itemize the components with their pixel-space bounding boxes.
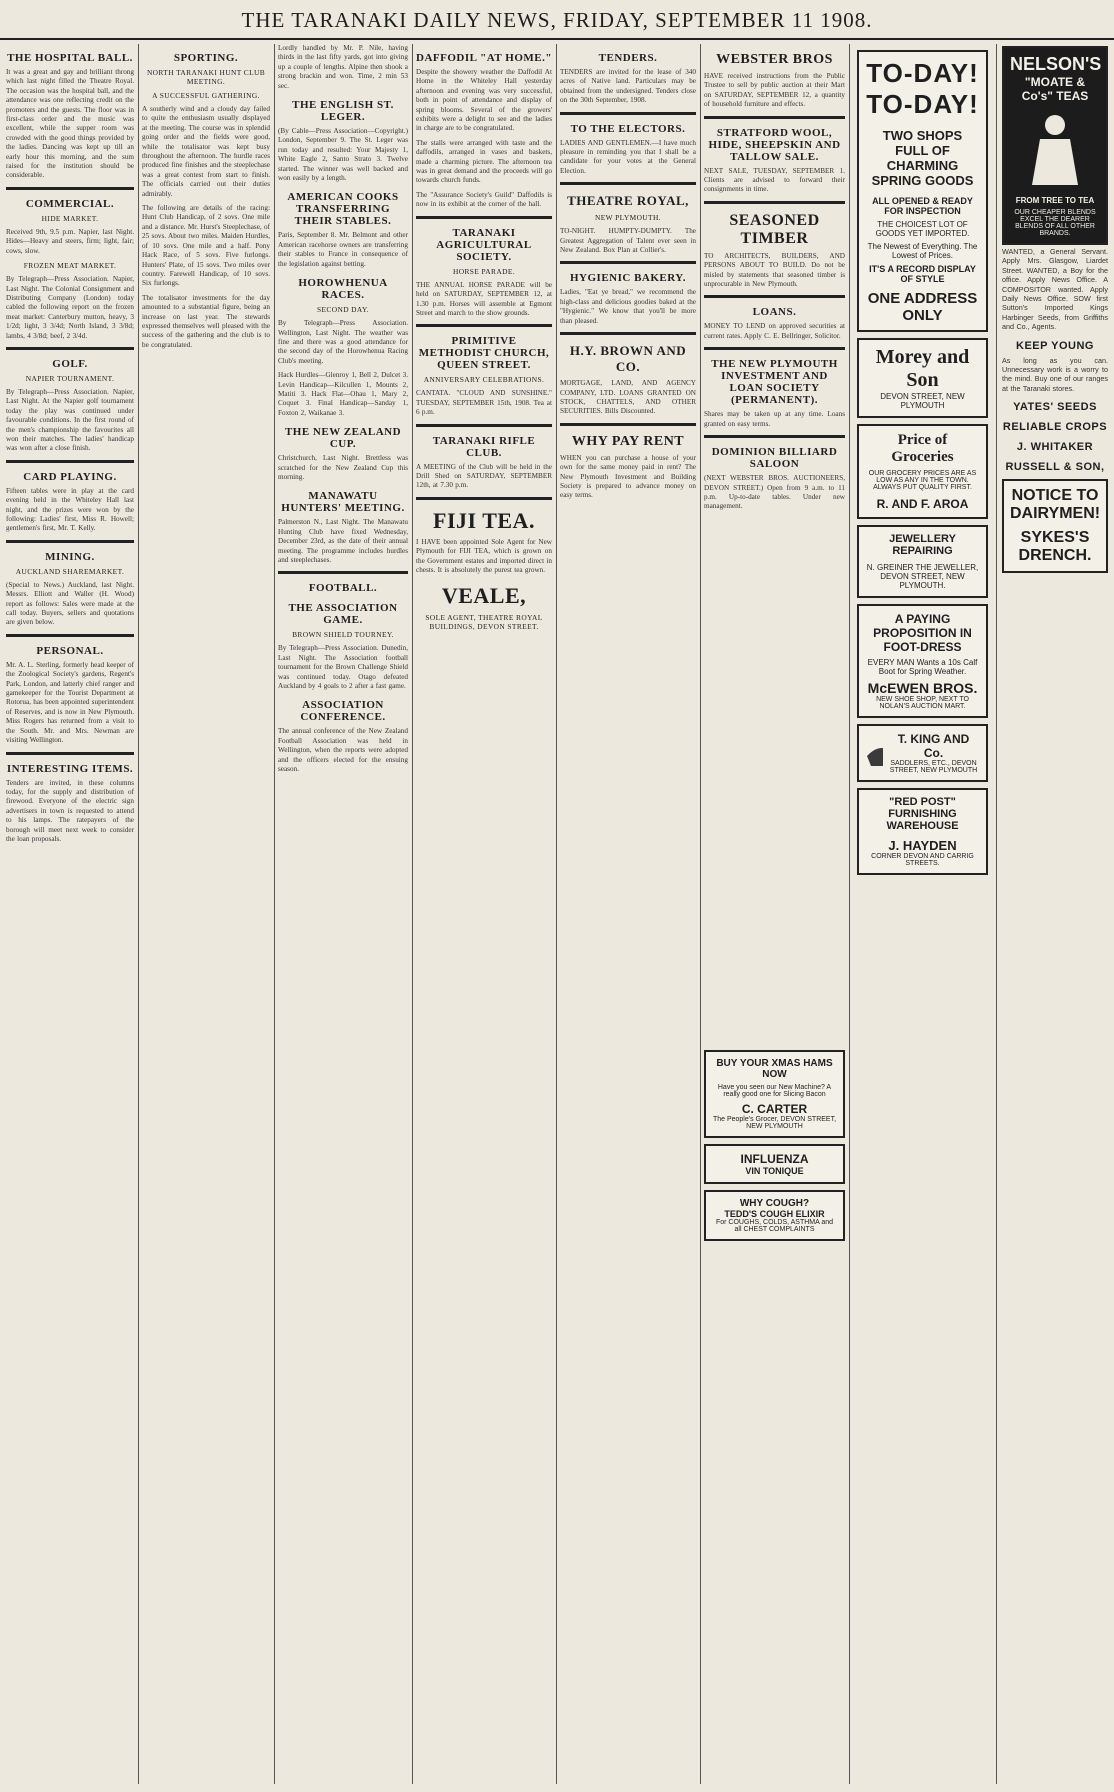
ad-box [857, 338, 988, 418]
article-text: WHEN you can purchase a house of your own for the same money paid in rent? The New Plymouth Investment and Building Society is prepared to advance money on easy terms. [560, 453, 696, 500]
headline: WHY PAY RENT [571, 433, 685, 449]
ad-box [704, 1190, 845, 1241]
headline: VEALE, [441, 583, 527, 609]
classified-text: As long as you can. Unnecessary work is a worry to the mind. Buy one of our ranges at the Taranaki stores. [1002, 355, 1108, 393]
ad-text: The Newest of Everything. The Lowest of Prices. [867, 242, 978, 260]
headline: GOLF. [52, 357, 88, 370]
headline: TARANAKI RIFLE CLUB. [432, 434, 536, 459]
article-text: THE ANNUAL HORSE PARADE will be held on SATURDAY, SEPTEMBER 12, at 1.30 p.m. Horses will assemble at Egmont Street and march to the show grounds. [416, 280, 552, 317]
article-text: Fifteen tables were in play at the card evening held in the Whiteley Hall last night, and the prizes were won by the following: Ladies' first, Miss R. Howell; gentlemen's first, Mr. T. Kelly. [6, 486, 134, 533]
ad-headline: NOTICE TO DAIRYMEN! [1010, 487, 1101, 523]
article-text: Lordly handled by Mr. P. Nile, having thirds in the last fifty yards, got into giving up a couple of lengths. Alpine then shook a strong brackin and won. Time, 2 min 53 sec. [278, 44, 408, 90]
column-rule [996, 44, 997, 1784]
headline: RELIABLE CROPS [1002, 421, 1108, 434]
headline: H.Y. BROWN AND CO. [569, 343, 687, 375]
article-text: The following are details of the racing: Hunt Club Handicap, of 2 sovs. One mile and a distance. Mr. Hurst's Steeplechase, of 25 sovs. About two miles. Maiden Hurdles, of 10 sovs. One mile and a half. Pony Hack Race, of 5 sovs. Five furlongs. Hunters' Plate, of 15 sovs. Two miles over country. Farewell Handicap, of 10 sovs. Six furlongs. [142, 204, 270, 288]
article-text: HAVE received instructions from the Public Trustee to sell by public auction at their Mart on SATURDAY, SEPTEMBER 12, a quantity of household furniture and effects. [704, 72, 845, 109]
headline: TENDERS. [598, 52, 658, 64]
saddle-icon [865, 736, 883, 770]
subhead: HORSE PARADE. [452, 266, 515, 276]
article-text: Paris, September 8. Mr. Belmont and other American racehorse owners are transferring their stables to France in consequence of the legislation against betting. [278, 231, 408, 268]
headline: THE NEW PLYMOUTH INVESTMENT AND LOAN SOCIETY (PERMANENT). [711, 358, 838, 407]
headline: HYGIENIC BAKERY. [569, 272, 686, 285]
column-rule [412, 44, 413, 1784]
article-text: I HAVE been appointed Sole Agent for New Plymouth for FIJI TEA, which is grown on the Government estates and imported direct in chests. It is absolutely the purest tea grown. [416, 537, 552, 574]
tea-girl-icon [1020, 107, 1090, 187]
ad-headline: SYKES'S DRENCH. [1018, 529, 1092, 565]
ad-text: SADDLERS, ETC., DEVON STREET, NEW PLYMOUTH [889, 760, 978, 774]
ad-headline: "RED POST" FURNISHING WAREHOUSE [886, 796, 959, 832]
ad-headline: Morey and Son [875, 346, 970, 391]
headline: MINING. [45, 550, 95, 563]
headline: THE ASSOCIATION GAME. [288, 602, 398, 627]
ad-headline: INFLUENZA [740, 1152, 809, 1166]
article-text: Palmerston N., Last Night. The Manawatu Hunting Club have fixed Wednesday, December 23rd, as the date of their annual meeting. The programme includes hurdles and steeplechases. [278, 518, 408, 564]
headline: J. WHITAKER [1016, 441, 1094, 454]
article-text: The "Assurance Society's Guild" Daffodils is now in its exhibit at the corner of the hall. [416, 190, 552, 209]
ad-headline: BUY YOUR XMAS HAMS NOW [716, 1058, 833, 1080]
ad-headline: "MOATE & Co's" TEAS [1021, 75, 1089, 103]
ad-headline: TO-DAY! [866, 89, 979, 119]
ad-text: OUR GROCERY PRICES ARE AS LOW AS ANY IN THE TOWN. ALWAYS PUT QUALITY FIRST. [868, 470, 977, 491]
headline: RUSSELL & SON, [1005, 461, 1105, 474]
ad-text: N. GREINER THE JEWELLER, DEVON STREET, NEW PLYMOUTH. [866, 563, 979, 590]
article-text: By Telegraph—Press Association. Wellington, Last Night. The weather was fine and there was a good attendance for the second day of the Horowhenua Racing Club's meeting. [278, 319, 408, 365]
headline: INTERESTING ITEMS. [6, 762, 134, 775]
headline: LOANS. [752, 306, 797, 319]
headline: MANAWATU HUNTERS' MEETING. [281, 490, 405, 515]
article-text: (By Cable—Press Association—Copyright.) London, September 9. The St. Leger was run today and resulted: Your Majesty 1, White Eagle 2, Santo Strato 3. Twelve started. The winner was well backed and won easily by a length. [278, 127, 408, 183]
headline: DAFFODIL "AT HOME." [416, 52, 552, 64]
ad-text: ALL OPENED & READY FOR INSPECTION [872, 196, 973, 216]
ad-box [1002, 479, 1108, 573]
article-text: NEXT SALE, TUESDAY, SEPTEMBER 1. Clients are advised to forward their consignments in time. [704, 166, 845, 194]
subhead: ANNIVERSARY CELEBRATIONS. [423, 375, 545, 385]
article-text: Shares may be taken up at any time. Loans granted on easy terms. [704, 410, 845, 428]
article-text: Despite the showery weather the Daffodil At Home in the Whiteley Hall yesterday afternoon and evening was very successful, both in point of attendance and display of spring blooms. Several of the growers' exhibits were a delight to see and the ladies in charge are to be congratulated. [416, 68, 552, 133]
ad-box [1002, 46, 1108, 245]
subhead: NORTH TARANAKI HUNT CLUB MEETING. [146, 68, 266, 86]
subhead: AUCKLAND SHAREMARKET. [15, 566, 125, 576]
classified-text: WANTED, a General Servant. Apply Mrs. Glasgow, Liardet Street. WANTED, a Boy for the office. Apply News Office. A COMPOSITOR wanted. Apply Daily News Office. SOW first Sutton's Imported Kings Harbinger Seeds, from Griffiths and Co., Agents. [1002, 247, 1108, 332]
ad-box [857, 788, 988, 875]
ad-text: THE CHOICEST LOT OF GOODS YET IMPORTED. [875, 220, 970, 238]
headline: SEASONED TIMBER [729, 211, 820, 247]
article-text: By Telegraph—Press Association. Napier, Last Night. At the Napier golf tournament today the play was continued under favourable conditions. In the first round of the men's championship the favourites all won their matches. The ladies' handicap was won after a close finish. [6, 387, 134, 453]
ad-text: EVERY MAN Wants a 10s Calf Boot for Spring Weather. [867, 658, 978, 676]
subhead: SOLE AGENT, THEATRE ROYAL BUILDINGS, DEVON STREET. [425, 613, 543, 632]
headline: FOOTBALL. [308, 582, 378, 595]
article-text: A southerly wind and a cloudy day failed to quite the enthusiasm usually displayed at the meeting. The course was in splendid going order and the fields were good, while the totalisator was kept busy throughout the afternoon. The hurdle races produced fine finishes and the steeplechase was a great contest from start to finish. The officials carried out their duties admirably. [142, 105, 270, 198]
subhead: HIDE MARKET. [41, 213, 99, 223]
ad-box [857, 525, 988, 598]
ad-headline: TO-DAY! [866, 58, 979, 88]
headline: ASSOCIATION CONFERENCE. [300, 699, 386, 724]
article-text: MORTGAGE, LAND, AND AGENCY COMPANY, LTD. LOANS GRANTED ON STOCK, CHATTELS, AND OTHER SECURITIES. Bills Discounted. [560, 379, 696, 416]
headline: COMMERCIAL. [25, 197, 115, 210]
ad-box [857, 604, 988, 718]
column-rule [556, 44, 557, 1784]
subhead: NEW PLYMOUTH. [595, 213, 661, 223]
article-text: Received 9th, 9.5 p.m. Napier, last Night. Hides—Heavy and steers, firm; light, fair; cows, slow. [6, 227, 134, 255]
subhead: A SUCCESSFUL GATHERING. [152, 91, 260, 100]
ad-text: R. AND F. AROA [876, 497, 969, 511]
article-text: TO-NIGHT. HUMPTY-DUMPTY. The Greatest Aggregation of Talent ever seen in New Zealand. Box Plan at Collier's. [560, 227, 696, 255]
ad-box [704, 1144, 845, 1184]
headline: THE HOSPITAL BALL. [7, 52, 133, 64]
column-4 [416, 44, 552, 1786]
article-text: Christchurch, Last Night. Brettless was scratched for the New Zealand Cup this morning. [278, 454, 408, 481]
article-text: Mr. A. L. Sterling, formerly head keeper of the Zoological Society's gardens, Regent's Park, London, and latterly chief ranger and gamekeeper for the Tourist Department at Rotorua, has been appointed superintendent of Reserves, and is now in New Plymouth. Miss Rogers has returned from a visit to the South. Mr. and Mrs. Newman are visiting Wellington. [6, 660, 134, 745]
subhead: NAPIER TOURNAMENT. [25, 373, 115, 383]
column-2 [142, 44, 270, 1786]
ad-text: VIN TONIQUE [745, 1166, 804, 1176]
ad-text: C. CARTER [741, 1102, 808, 1116]
ad-headline: Price of Groceries [891, 432, 954, 465]
column-1 [6, 44, 134, 1786]
headline: YATES' SEEDS [1013, 401, 1097, 414]
subhead: BROWN SHIELD TOURNEY. [292, 630, 394, 640]
headline: STRATFORD WOOL, HIDE, SHEEPSKIN AND TALLOW SALE. [708, 126, 841, 163]
ad-box [857, 424, 988, 519]
ad-headline: NELSON'S [1010, 54, 1102, 74]
headline: AMERICAN COOKS TRANSFERRING THEIR STABLES. [287, 191, 399, 228]
headline: WEBSTER BROS [716, 52, 833, 67]
column-3 [278, 44, 408, 1786]
subhead: FROZEN MEAT MARKET. [23, 261, 117, 271]
ad-text: CORNER DEVON AND CARRIG STREETS. [871, 853, 974, 867]
ad-text: McEWEN BROS. [867, 680, 978, 696]
article-text: CANTATA. "CLOUD AND SUNSHINE." TUESDAY, SEPTEMBER 15th, 1908. Tea at 6 p.m. [416, 389, 552, 417]
ad-text: TEDD'S COUGH ELIXIR [724, 1209, 825, 1219]
headline: KEEP YOUNG [1016, 339, 1094, 352]
ad-text: TWO SHOPS FULL OF CHARMING SPRING GOODS [871, 128, 974, 188]
ad-headline: WHY COUGH? [739, 1198, 810, 1209]
headline: TO THE ELECTORS. [570, 122, 686, 135]
ad-text: For COUGHS, COLDS, ASTHMA and all CHEST COMPLAINTS [715, 1219, 834, 1233]
article-text: (NEXT WEBSTER BROS. AUCTIONEERS, DEVON STREET.) Open from 9 a.m. to 11 p.m. Up-to-date tables. Under new management. [704, 474, 845, 511]
column-5 [560, 44, 696, 1786]
ad-headline: A PAYING PROPOSITION IN FOOT-DRESS [873, 612, 972, 654]
column-6-ads [704, 1050, 845, 1310]
article-text: A MEETING of the Club will be held in the Drill Shed on SATURDAY, SEPTEMBER 12th, at 7.30 p.m. [416, 462, 552, 490]
ad-text: DEVON STREET, NEW PLYMOUTH [880, 392, 965, 410]
ad-text: ONE ADDRESS ONLY [867, 290, 978, 324]
column-7 [853, 44, 992, 1786]
masthead: THE TARANAKI DAILY NEWS, FRIDAY, SEPTEMBER 11 1908. [0, 8, 1114, 40]
column-rule [274, 44, 275, 1784]
column-rule [700, 44, 701, 1784]
article-text: The stalls were arranged with taste and the daffodils, arranged in vases and baskets, made a charming picture. The afternoon tea was in great demand and the proceeds will go towards church funds. [416, 138, 552, 185]
headline: THE ENGLISH ST. LEGER. [292, 99, 394, 124]
column-6 [704, 44, 845, 1786]
ad-text: J. HAYDEN [888, 838, 957, 853]
headline: TARANAKI AGRICULTURAL SOCIETY. [436, 226, 532, 263]
article-text: By Telegraph—Press Association. Napier, Last Night. The Colonial Consignment and Distributing Company (London) today cabled the following report on the frozen meat market: Canterbury mutton, heavy, 3 1/2d; light, 3 3/4d; North Island, 3 3/8d; lambs, 4 3/8d; beef, 2 3/4d. [6, 275, 134, 340]
article-text: The annual conference of the New Zealand Football Association was held in Wellington, when the reports were adopted and the officers elected for the ensuing season. [278, 727, 408, 774]
column-rule [849, 44, 850, 1784]
article-text: Ladies, "Eat ye bread," we recommend the high-class and delicious goodies baked at the "Hygienic." We know that you'll be more than pleased. [560, 288, 696, 325]
headline: FIJI TEA. [433, 507, 535, 533]
ad-box [857, 50, 988, 332]
ad-text: IT'S A RECORD DISPLAY OF STYLE [869, 264, 976, 284]
article-text: By Telegraph—Press Association. Dunedin, Last Night. The Association football tournament for the Brown Challenge Shield was continued today. Otago defeated Auckland by 4 goals to 2 after a fast game. [278, 644, 408, 691]
ad-headline: T. KING AND Co. [897, 732, 970, 760]
article-text: TENDERS are invited for the lease of 340 acres of Native land. Particulars may be obtained from the undersigned. Tenders close on the 30th September, 1908. [560, 68, 696, 105]
article-text: (Special to News.) Auckland, last Night. Messrs. Elliott and Waller (H. Wood) report as follows: Sales were made at the call today. Buyers, sellers and quotations are given below. [6, 580, 134, 627]
ad-text: NEW SHOE SHOP, NEXT TO NOLAN'S AUCTION MART. [876, 696, 969, 710]
column-8 [1000, 44, 1110, 1786]
column-rule [138, 44, 139, 1784]
headline: THE NEW ZEALAND CUP. [284, 426, 402, 451]
article-text: It was a great and gay and brilliant throng which last night filled the Theatre Royal. The occasion was the hospital ball, and the attendance was one reflecting credit on the promoters and the guests. The floor was in first-class order and the music was excellent, while the supper room was crowded with the good things provided by the ladies. Dancing was kept up till an early hour this morning, and the sum raised for the institution should be considerable. [6, 68, 134, 180]
article-text: The totalisator investments for the day amounted to a substantial figure, being an increase on last year. The stewards expressed themselves well pleased with the success of the gathering and the club is to be congratulated. [142, 293, 270, 349]
article-text: LADIES AND GENTLEMEN.—I have much pleasure in reminding you that I shall be a candidate for your votes at the General Election. [560, 138, 696, 175]
article-text: MONEY TO LEND on approved securities at current rates. Apply C. E. Bellringer, Solicitor. [704, 322, 845, 340]
subhead: SECOND DAY. [316, 305, 370, 315]
article-text: Hack Hurdles—Glenroy 1, Bell 2, Dulcet 3. Levin Handicap—Kilcullen 1, Mounts 2, Matiti 3. Hack Flat—Ohau 1, Mary 2, Coquet 3. Final Handicap—Sanday 1, Foxton 2, Waikanae 3. [278, 371, 408, 417]
ad-box [857, 724, 988, 782]
headline: CARD PLAYING. [23, 470, 117, 483]
headline: HOROWHENUA RACES. [298, 277, 388, 302]
headline: PERSONAL. [36, 644, 104, 657]
ad-text: Have you seen our New Machine? A really good one for Slicing Bacon [717, 1084, 832, 1098]
ad-box [704, 1050, 845, 1138]
ad-text: OUR CHEAPER BLENDS EXCEL THE DEARER BLENDS OF ALL OTHER BRANDS. [1014, 209, 1096, 237]
article-text: Tenders are invited, in these columns today, for the supply and distribution of firewood. Everyone of the electric sign advertisers in town is requested to attend to his lamps. The ratepayers of the borough will meet next week to consider the loan proposals. [6, 778, 134, 843]
headline: THEATRE ROYAL, [567, 193, 689, 209]
ad-headline: JEWELLERY REPAIRING [889, 533, 956, 557]
article-text: TO ARCHITECTS, BUILDERS, AND PERSONS ABOUT TO BUILD. Do not be misled by statements that seasoned timber is unprocurable in New Plymouth. [704, 251, 845, 289]
headline: DOMINION BILLIARD SALOON [711, 446, 838, 471]
headline: PRIMITIVE METHODIST CHURCH, QUEEN STREET. [418, 335, 550, 372]
ad-text: The People's Grocer, DEVON STREET, NEW PLYMOUTH [712, 1116, 837, 1130]
ad-text: FROM TREE TO TEA [1015, 196, 1095, 205]
headline: SPORTING. [173, 52, 239, 64]
